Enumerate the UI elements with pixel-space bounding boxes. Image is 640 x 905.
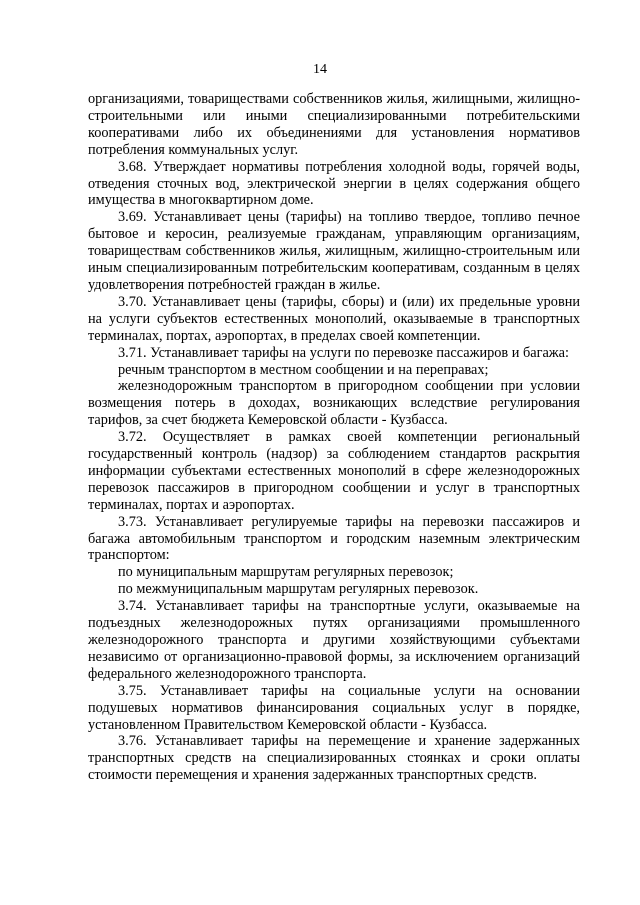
paragraph: 3.71. Устанавливает тарифы на услуги по перевозке пассажиров и багажа:	[118, 344, 569, 361]
paragraph: 3.69. Устанавливает цены (тарифы) на топливо твердое, топливо печное бытовое и керосин, реализуемые гражданам, управляющим организациям, товариществам собственников жилья, жилищным, жилищно-строительным или иным специализированным потребительским кооперативам, созданным в целях удовлетворения потребностей граждан в жилье.	[88, 209, 580, 293]
paragraph: организациями, товариществами собственников жилья, жилищными, жилищно-строительными или иными специализированными потребительскими кооперативами либо их объединениями для установления нормативов потребления коммунальных услуг.	[88, 91, 580, 158]
paragraph: железнодорожным транспортом в пригородном сообщении при условии возмещения потерь в доходах, возникающих вследствие регулирования тарифов, за счет бюджета Кемеровской области - Кузбасса.	[88, 378, 580, 429]
paragraph: по муниципальным маршрутам регулярных перевозок;	[118, 564, 454, 581]
paragraph: 3.72. Осуществляет в рамках своей компетенции региональный государственный контроль (надзор) за соблюдением стандартов раскрытия информации субъектами естественных монополий в сфере железнодорожных перевозок пассажиров в пригородном сообщении и услуг в транспортных терминалах, портах и аэропортах.	[88, 429, 580, 513]
paragraph: 3.68. Утверждает нормативы потребления холодной воды, горячей воды, отведения сточных вод, электрической энергии в целях содержания общего имущества в многоквартирном доме.	[88, 158, 580, 209]
paragraph: речным транспортом в местном сообщении и на переправах;	[118, 361, 489, 378]
document-body	[88, 91, 580, 784]
paragraph: 3.75. Устанавливает тарифы на социальные услуги на основании подушевых нормативов финансирования социальных услуг в порядке, установленном Правительством Кемеровской области - Кузбасса.	[88, 682, 580, 733]
paragraph: 3.73. Устанавливает регулируемые тарифы на перевозки пассажиров и багажа автомобильным транспортом и городским наземным электрическим транспортом:	[88, 513, 580, 564]
paragraph: 3.76. Устанавливает тарифы на перемещение и хранение задержанных транспортных средств на специализированных стоянках и сроки оплаты стоимости перемещения и хранения задержанных транспортных средств.	[88, 733, 580, 784]
paragraph: 3.70. Устанавливает цены (тарифы, сборы) и (или) их предельные уровни на услуги субъектов естественных монополий, оказываемые в транспортных терминалах, портах, аэропортах, в пределах своей компетенции.	[88, 293, 580, 344]
page-number: 14	[313, 62, 327, 77]
paragraph: по межмуниципальным маршрутам регулярных перевозок.	[118, 581, 479, 598]
paragraph: 3.74. Устанавливает тарифы на транспортные услуги, оказываемые на подъездных железнодорожных путях организациями промышленного железнодорожного транспорта и другими хозяйствующими субъектами независимо от организационно-правовой формы, за исключением организаций федерального железнодорожного транспорта.	[88, 598, 580, 682]
